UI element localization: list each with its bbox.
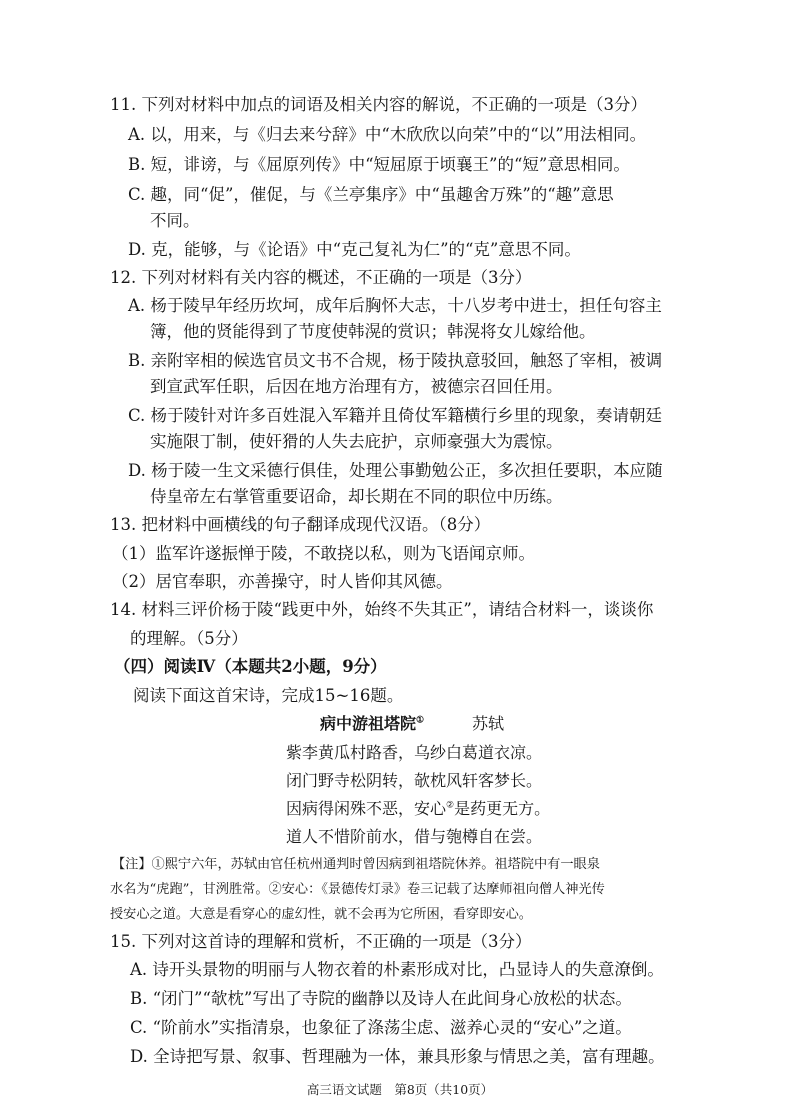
question-12-stem: 12. 下列对材料有关内容的概述，不正确的一项是（3分） [110,268,532,287]
section-4-label: （四）阅读Ⅳ（本题共2小题，9分） [114,657,387,676]
question-12-option-c-cont: 实施限丁制，使奸猾的人失去庇护，京师豪强大为震惊。 [150,432,563,451]
poem-note-line-2: 水名为“虎跑”，甘洌胜常。②安心：《景德传灯录》卷三记载了达摩师祖向僧人神光传 [110,882,605,897]
poem-line-3: 因病得闲殊不恶，安心②是药更无方。 [286,799,551,818]
question-12-option-b-cont: 到宣武军任职，后因在地方治理有方，被德宗召回任用。 [150,377,563,396]
question-15-option-c: C. “阶前水”实指清泉，也象征了涤荡尘虑、滋养心灵的“安心”之道。 [130,1018,632,1037]
question-15-option-d: D. 全诗把写景、叙事、哲理融为一体，兼具形象与情思之美，富有理趣。 [130,1047,665,1066]
question-11-option-c: C. 趣，同“促”，催促，与《兰亭集序》中“虽趣舍万殊”的“趣”意思 [128,185,614,204]
question-11-stem: 11. 下列对材料中加点的词语及相关内容的解说，不正确的一项是（3分） [110,95,647,114]
question-13-item-1: （1）监军许遂振惮于陵，不敢挠以私，则为飞语闻京师。 [112,544,535,563]
question-13-stem: 13. 把材料中画横线的句子翻译成现代汉语。（8分） [110,515,491,534]
question-11-option-a: A. 以，用来，与《归去来兮辞》中“木欣欣以向荣”中的“以”用法相同。 [128,125,647,144]
poem-note-line-3: 授安心之道。大意是看穿心的虚幻性，就不会再为它所困，看穿即安心。 [110,907,532,922]
poem-title: 病中游祖塔院① [320,714,425,733]
question-12-option-c: C. 杨于陵针对许多百姓混入军籍并且倚仗军籍横行乡里的现象，奏请朝廷 [128,406,663,425]
poem-line-1: 紫李黄瓜村路香，乌纱白葛道衣凉。 [286,743,543,762]
poem-note-line-1: 【注】①熙宁六年，苏轼由官任杭州通判时曾因病到祖塔院休养。祖塔院中有一眼泉 [112,857,600,872]
question-12-option-a: A. 杨于陵早年经历坎坷，成年后胸怀大志，十八岁考中进士，担任句容主 [128,296,662,315]
question-14-stem-cont: 的理解。（5分） [130,629,248,648]
question-11-option-d: D. 克，能够，与《论语》中“克己复礼为仁”的“克”意思不同。 [128,240,581,259]
question-14-stem: 14. 材料三评价杨于陵“践更中外，始终不失其正”，请结合材料一，谈谈你 [110,600,654,619]
page-footer: 高三语文试题 第8页（共10页） [306,1082,494,1097]
poem-author: 苏轼 [472,714,505,733]
question-12-option-b: B. 亲附宰相的候选官员文书不合规，杨于陵执意驳回，触怒了宰相，被调 [128,351,663,370]
poem-line-2: 闭门野寺松阴转，欹枕风轩客梦长。 [286,771,543,790]
question-15-stem: 15. 下列对这首诗的理解和赏析，不正确的一项是（3分） [110,932,532,951]
question-12-option-d: D. 杨于陵一生文采德行俱佳，处理公事勤勉公正，多次担任要职，本应随 [128,461,663,480]
question-15-option-a: A. 诗开头景物的明丽与人物衣着的朴素形成对比，凸显诗人的失意潦倒。 [130,960,664,979]
question-12-option-a-cont: 簿，他的贤能得到了节度使韩滉的赏识；韩滉将女儿嫁给他。 [150,322,596,341]
question-11-option-c-cont: 不同。 [150,211,200,230]
section-4-instruction: 阅读下面这首宋诗，完成15~16题。 [133,686,404,705]
question-11-option-b: B. 短，诽谤，与《屈原列传》中“短屈原于顷襄王”的“短”意思相同。 [128,155,630,174]
question-15-option-b: B. “闭门”“欹枕”写出了寺院的幽静以及诗人在此间身心放松的状态。 [130,989,632,1008]
question-13-item-2: （2）居官奉职，亦善操守，时人皆仰其风德。 [112,572,453,591]
question-12-option-d-cont: 侍皇帝左右掌管重要诏命，却长期在不同的职位中历练。 [150,487,563,506]
poem-line-4: 道人不惜阶前水，借与匏樽自在尝。 [286,827,543,846]
